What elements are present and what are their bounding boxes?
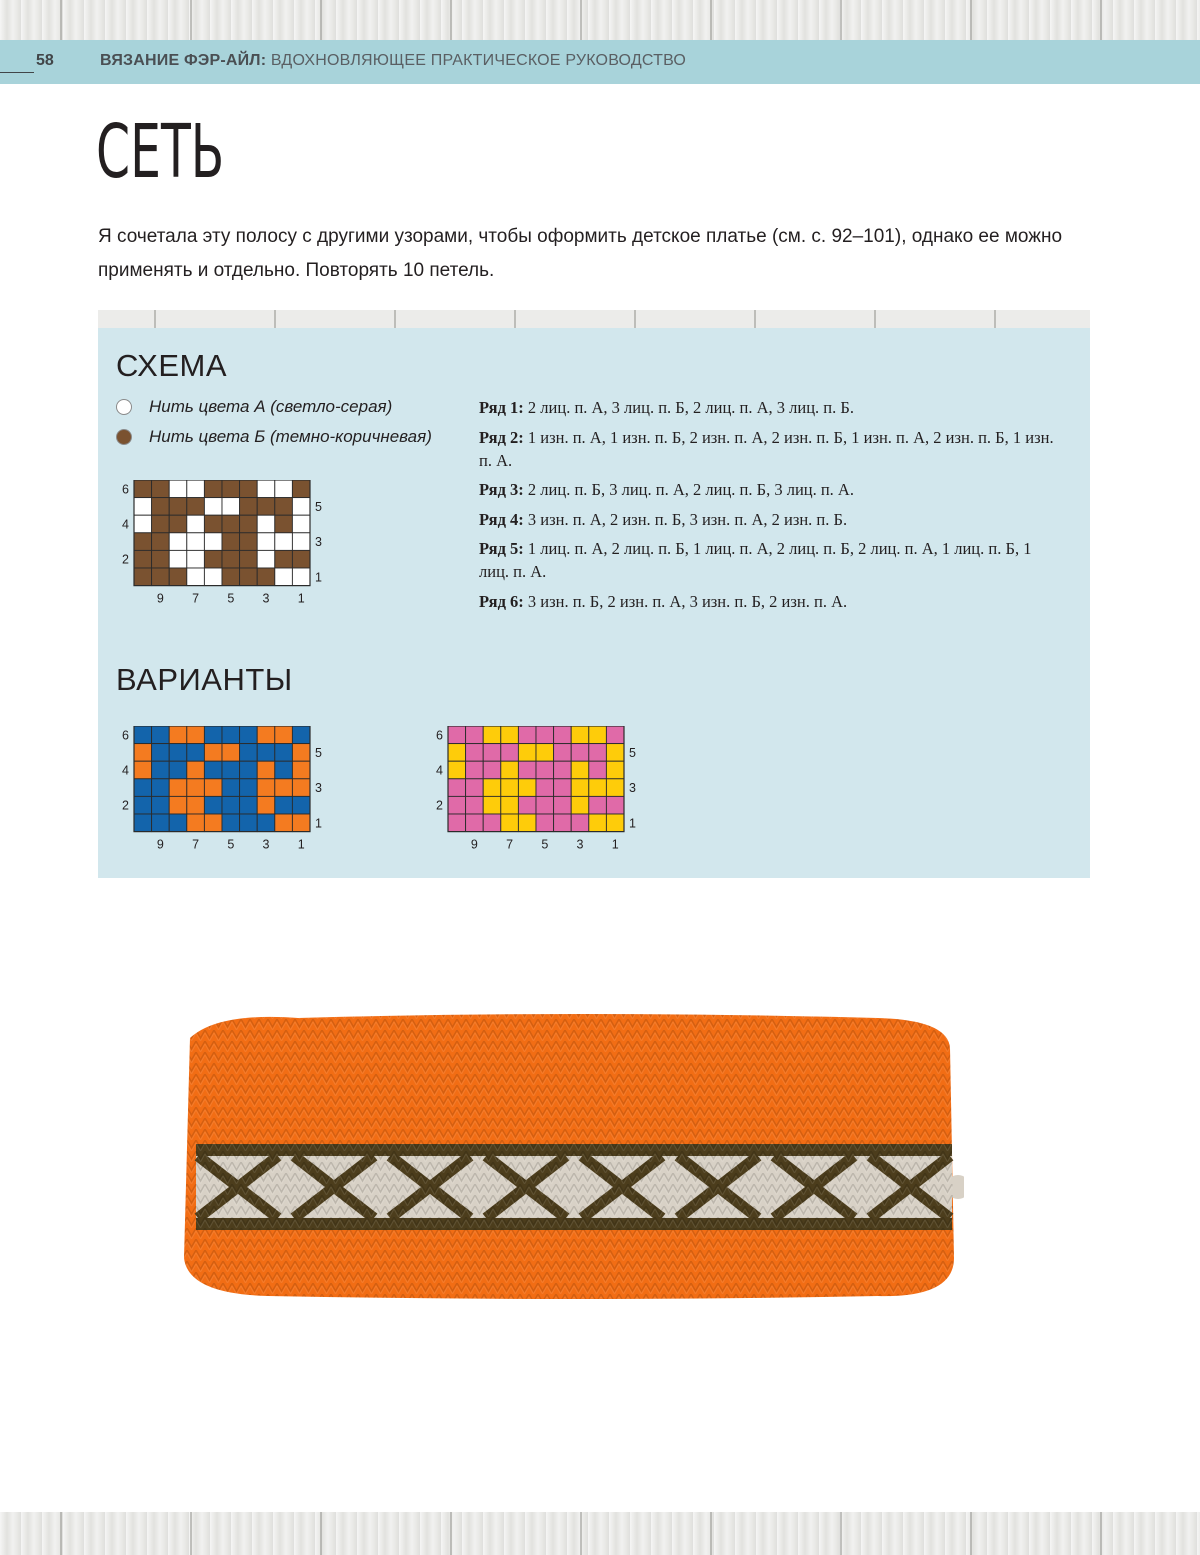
variant-2-cell-color-b [501, 744, 519, 762]
variant-2-cell-color-b [606, 796, 624, 814]
row-instruction [479, 537, 1059, 583]
main-chart-cell-color-a [134, 498, 152, 516]
main-chart-cell-color-a [222, 498, 240, 516]
variant-2-cell-color-a [589, 726, 607, 744]
page-number-rule [0, 72, 34, 73]
main-chart-cell-color-a [275, 480, 293, 498]
variant-1-cell-color-a [257, 726, 275, 744]
variant-2-cell-color-b [483, 761, 501, 779]
variant-1-cell-color-b [257, 744, 275, 762]
row-instruction-label: Ряд 1: [479, 398, 524, 417]
variant-1-cell-color-b [275, 761, 293, 779]
variant-2-cell-color-b [448, 779, 466, 797]
variant-2-cell-color-b [589, 761, 607, 779]
variant-2-row-label-left: 4 [436, 763, 443, 778]
variant-1-cell-color-b [240, 796, 258, 814]
swatch-knit-texture [184, 1014, 954, 1299]
main-chart-cell-color-a [187, 533, 205, 551]
variant-1-cell-color-b [134, 796, 152, 814]
variant-1-cell-color-b [204, 726, 222, 744]
variant-1-cell-color-b [169, 761, 187, 779]
row-instructions [479, 396, 1059, 619]
variant-2-cell-color-a [606, 761, 624, 779]
variant-2-cell-color-a [448, 744, 466, 762]
variant-2-cell-color-a [571, 726, 589, 744]
main-chart-cell-color-a [257, 550, 275, 568]
main-chart-cell-color-b [204, 515, 222, 533]
main-chart-cell-color-a [275, 533, 293, 551]
variant-1-row-label-right: 5 [315, 745, 322, 760]
row-instruction-text: 3 изн. п. А, 2 изн. п. Б, 3 изн. п. А, 2 изн. п. Б. [523, 509, 848, 529]
main-chart-cell-color-b [222, 533, 240, 551]
variant-2-cell-color-b [571, 744, 589, 762]
variant-1-cell-color-a [292, 779, 310, 797]
variant-1-cell-color-b [222, 779, 240, 797]
main-chart-cell-color-b [257, 498, 275, 516]
main-chart-cell-color-a [134, 515, 152, 533]
variant-2-cell-color-a [571, 761, 589, 779]
main-chart-cell-color-b [152, 568, 170, 586]
variant-2-cell-color-b [554, 814, 572, 832]
row-instruction-text: 2 лиц. п. Б, 3 лиц. п. А, 2 лиц. п. Б, 3 лиц. п. А. [523, 480, 854, 499]
variant-2-cell-color-b [518, 761, 536, 779]
main-chart-cell-color-b [240, 480, 258, 498]
knitting-chart-variant-yellow-pink [426, 726, 656, 856]
main-chart-cell-color-a [292, 568, 310, 586]
variant-1-cell-color-a [187, 761, 205, 779]
variant-2-cell-color-a [483, 796, 501, 814]
variant-2-stitch-label: 1 [611, 837, 619, 852]
variant-1-stitch-label: 5 [227, 837, 235, 852]
variant-1-cell-color-a [292, 814, 310, 832]
main-chart-row-label-left: 6 [122, 482, 129, 497]
variant-1-cell-color-b [152, 726, 170, 744]
main-chart-cell-color-a [292, 498, 310, 516]
variant-2-cell-color-a [501, 814, 519, 832]
variant-1-cell-color-b [152, 761, 170, 779]
variant-1-stitch-label: 1 [297, 837, 305, 852]
main-chart-cell-color-b [222, 550, 240, 568]
variant-1-cell-color-b [222, 761, 240, 779]
main-chart-cell-color-a [292, 515, 310, 533]
main-chart-cell-color-b [152, 480, 170, 498]
variant-2-cell-color-a [501, 726, 519, 744]
variant-2-cell-color-b [518, 796, 536, 814]
variant-2-stitch-label: 7 [506, 837, 514, 852]
row-instruction-text: 2 лиц. п. А, 3 лиц. п. Б, 2 лиц. п. А, 3 лиц. п. Б. [523, 398, 854, 417]
row-instruction-label: Ряд 2: [479, 427, 524, 447]
variant-2-cell-color-b [466, 779, 484, 797]
main-chart-cell-color-b [275, 550, 293, 568]
variant-1-cell-color-b [240, 761, 258, 779]
main-chart-cell-color-a [169, 550, 187, 568]
variant-2-cell-color-a [536, 744, 554, 762]
variant-1-cell-color-b [152, 779, 170, 797]
variant-2-cell-color-a [518, 744, 536, 762]
panel-wood-strip [98, 310, 1090, 328]
main-chart-cell-color-b [134, 550, 152, 568]
variant-1-cell-color-a [169, 796, 187, 814]
book-title-bold: ВЯЗАНИЕ ФЭР-АЙЛ: [100, 52, 267, 69]
variant-2-cell-color-b [571, 814, 589, 832]
variant-1-cell-color-a [292, 744, 310, 762]
variant-1-cell-color-b [134, 726, 152, 744]
variant-1-cell-color-b [292, 726, 310, 744]
variant-2-cell-color-b [536, 761, 554, 779]
variant-2-cell-color-b [536, 726, 554, 744]
variant-1-cell-color-b [222, 796, 240, 814]
page-title: СЕТЬ [96, 109, 225, 195]
variant-1-cell-color-b [169, 744, 187, 762]
variant-1-cell-color-b [275, 744, 293, 762]
main-chart-cell-color-a [257, 533, 275, 551]
variant-2-cell-color-a [589, 814, 607, 832]
variant-1-row-label-left: 2 [122, 798, 129, 813]
variant-2-cell-color-b [554, 761, 572, 779]
main-chart-cell-color-b [169, 568, 187, 586]
variant-2-cell-color-b [466, 761, 484, 779]
main-chart-cell-color-b [204, 480, 222, 498]
variant-2-cell-color-a [518, 814, 536, 832]
variants-heading: ВАРИАНТЫ [116, 662, 293, 697]
variant-1-cell-color-b [169, 814, 187, 832]
variant-1-cell-color-a [169, 779, 187, 797]
variant-1-cell-color-a [257, 761, 275, 779]
variant-1-cell-color-a [187, 726, 205, 744]
main-chart-cell-color-a [187, 515, 205, 533]
variant-1-cell-color-b [240, 744, 258, 762]
legend-item-color-b [116, 426, 432, 448]
variant-2-cell-color-a [589, 779, 607, 797]
main-chart-cell-color-b [222, 568, 240, 586]
row-instruction-text: 1 лиц. п. А, 2 лиц. п. Б, 1 лиц. п. А, 2 лиц. п. Б, 2 лиц. п. А, 1 лиц. п. Б, 1 лиц. п. А. [479, 539, 1032, 581]
main-chart-cell-color-b [240, 498, 258, 516]
variant-1-cell-color-b [152, 814, 170, 832]
legend-label-color-b: Нить цвета Б (темно-коричневая) [149, 427, 432, 446]
variant-1-cell-color-b [134, 814, 152, 832]
variant-1-cell-color-b [240, 814, 258, 832]
variant-1-cell-color-a [257, 796, 275, 814]
row-instruction-label: Ряд 4: [479, 509, 524, 529]
variant-1-row-label-left: 6 [122, 728, 129, 743]
main-chart-cell-color-a [187, 550, 205, 568]
variant-2-row-label-left: 2 [436, 798, 443, 813]
variant-2-cell-color-b [554, 796, 572, 814]
variant-2-row-label-right: 5 [629, 745, 636, 760]
row-instruction [479, 478, 1059, 501]
variant-2-cell-color-a [518, 779, 536, 797]
variant-2-cell-color-a [501, 761, 519, 779]
variant-1-cell-color-b [152, 796, 170, 814]
variant-2-cell-color-b [483, 814, 501, 832]
variant-1-cell-color-a [222, 744, 240, 762]
variant-2-cell-color-a [606, 744, 624, 762]
legend-dot-color-a [116, 399, 132, 415]
main-chart-cell-color-b [240, 568, 258, 586]
main-chart-cell-color-b [152, 515, 170, 533]
main-chart-cell-color-b [222, 515, 240, 533]
legend-item-color-a [116, 396, 392, 418]
main-chart-cell-color-a [187, 568, 205, 586]
chart-panel [98, 310, 1090, 878]
variant-2-cell-color-b [448, 814, 466, 832]
main-chart-cell-color-b [222, 480, 240, 498]
legend-dot-color-b [116, 429, 132, 445]
legend-label-color-a: Нить цвета А (светло-серая) [149, 397, 393, 416]
variant-2-cell-color-a [483, 779, 501, 797]
variant-1-cell-color-a [257, 779, 275, 797]
main-chart-cell-color-b [257, 568, 275, 586]
variant-2-cell-color-b [466, 744, 484, 762]
row-instruction [479, 426, 1059, 472]
variant-2-cell-color-b [448, 796, 466, 814]
wood-background-bottom [0, 1512, 1200, 1555]
main-chart-cell-color-a [275, 568, 293, 586]
row-instruction-label: Ряд 6: [479, 591, 524, 611]
main-chart-cell-color-b [152, 533, 170, 551]
variant-1-cell-color-a [187, 814, 205, 832]
variant-2-row-label-left: 6 [436, 728, 443, 743]
variant-2-cell-color-a [501, 779, 519, 797]
book-title-rest: ВДОХНОВЛЯЮЩЕЕ ПРАКТИЧЕСКОЕ РУКОВОДСТВО [266, 52, 687, 69]
knitted-swatch-photo [178, 1008, 964, 1304]
main-chart-cell-color-b [169, 498, 187, 516]
main-chart-cell-color-a [204, 498, 222, 516]
main-chart-cell-color-b [240, 550, 258, 568]
variant-1-cell-color-a [275, 814, 293, 832]
row-instruction [479, 590, 1059, 613]
running-head [100, 52, 686, 70]
main-chart-cell-color-b [134, 533, 152, 551]
variant-1-cell-color-a [187, 796, 205, 814]
main-chart-cell-color-b [152, 550, 170, 568]
variant-2-cell-color-b [589, 744, 607, 762]
main-chart-cell-color-b [152, 498, 170, 516]
variant-1-cell-color-a [275, 726, 293, 744]
main-chart-cell-color-b [292, 480, 310, 498]
variant-1-cell-color-a [204, 814, 222, 832]
variant-1-cell-color-b [187, 744, 205, 762]
scheme-heading: СХЕМА [116, 348, 227, 383]
variant-1-cell-color-b [292, 796, 310, 814]
main-chart-cell-color-a [257, 480, 275, 498]
variant-2-cell-color-b [536, 814, 554, 832]
variant-1-cell-color-b [222, 726, 240, 744]
variant-1-row-label-right: 1 [315, 816, 322, 831]
intro-paragraph: Я сочетала эту полосу с другими узорами, чтобы оформить детское платье (см. с. 92–101), однако ее можно применять и отдельно. Повторять 10 петель. [98, 226, 1063, 281]
main-chart-cell-color-b [134, 568, 152, 586]
main-chart-cell-color-b [275, 515, 293, 533]
row-instruction-text: 1 изн. п. А, 1 изн. п. Б, 2 изн. п. А, 2 изн. п. Б, 1 изн. п. А, 2 изн. п. Б, 1 изн. п. А. [479, 427, 1054, 470]
variant-1-cell-color-a [275, 779, 293, 797]
variant-1-cell-color-a [134, 761, 152, 779]
variant-2-cell-color-a [501, 796, 519, 814]
variant-2-cell-color-b [536, 779, 554, 797]
variant-2-cell-color-b [483, 744, 501, 762]
main-chart-cell-color-b [275, 498, 293, 516]
variant-2-stitch-label: 3 [576, 837, 584, 852]
main-chart-stitch-label: 3 [262, 591, 270, 606]
variant-2-row-label-right: 3 [629, 781, 636, 796]
variant-1-cell-color-b [152, 744, 170, 762]
variant-2-cell-color-b [466, 796, 484, 814]
row-instruction [479, 396, 1059, 419]
variant-1-cell-color-b [257, 814, 275, 832]
main-chart-cell-color-a [204, 533, 222, 551]
main-chart-cell-color-b [292, 550, 310, 568]
variant-1-cell-color-b [240, 726, 258, 744]
variant-1-cell-color-a [187, 779, 205, 797]
variant-2-cell-color-b [466, 814, 484, 832]
main-chart-row-label-right: 3 [315, 535, 322, 550]
variant-2-cell-color-a [483, 726, 501, 744]
main-chart-cell-color-b [240, 533, 258, 551]
variant-2-cell-color-b [448, 726, 466, 744]
variant-2-row-label-right: 1 [629, 816, 636, 831]
main-chart-cell-color-a [257, 515, 275, 533]
wood-background-top [0, 0, 1200, 40]
main-chart-row-label-left: 4 [122, 517, 129, 532]
variant-2-cell-color-a [571, 796, 589, 814]
main-chart-row-label-right: 5 [315, 499, 322, 514]
page-number: 58 [36, 52, 54, 69]
variant-2-cell-color-a [606, 814, 624, 832]
variant-1-stitch-label: 3 [262, 837, 270, 852]
knitting-chart-variant-orange-blue [112, 726, 342, 856]
variant-1-cell-color-a [169, 726, 187, 744]
variant-2-cell-color-b [589, 796, 607, 814]
main-chart-row-label-right: 1 [315, 570, 322, 585]
variant-2-cell-color-b [466, 726, 484, 744]
variant-2-cell-color-a [571, 779, 589, 797]
variant-2-cell-color-b [518, 726, 536, 744]
main-chart-cell-color-a [204, 568, 222, 586]
main-chart-stitch-label: 1 [297, 591, 305, 606]
variant-1-stitch-label: 9 [156, 837, 164, 852]
variant-1-cell-color-a [134, 744, 152, 762]
main-chart-stitch-label: 7 [192, 591, 200, 606]
variant-2-cell-color-b [536, 796, 554, 814]
variant-1-cell-color-b [240, 779, 258, 797]
knitting-chart-main [112, 480, 342, 610]
main-chart-cell-color-b [134, 480, 152, 498]
main-chart-cell-color-b [169, 515, 187, 533]
variant-1-row-label-left: 4 [122, 763, 129, 778]
main-chart-cell-color-a [292, 533, 310, 551]
variant-1-cell-color-b [275, 796, 293, 814]
variant-1-cell-color-b [204, 796, 222, 814]
variant-2-cell-color-b [554, 744, 572, 762]
variant-1-stitch-label: 7 [192, 837, 200, 852]
main-chart-cell-color-b [240, 515, 258, 533]
variant-2-cell-color-a [606, 779, 624, 797]
variant-2-cell-color-b [606, 726, 624, 744]
variant-1-row-label-right: 3 [315, 781, 322, 796]
main-chart-row-label-left: 2 [122, 552, 129, 567]
variant-1-cell-color-a [292, 761, 310, 779]
variant-1-cell-color-b [222, 814, 240, 832]
variant-2-stitch-label: 5 [541, 837, 549, 852]
variant-2-cell-color-a [448, 761, 466, 779]
main-chart-stitch-label: 9 [156, 591, 164, 606]
variant-1-cell-color-a [204, 744, 222, 762]
variant-1-cell-color-a [204, 779, 222, 797]
main-chart-cell-color-a [169, 480, 187, 498]
variant-2-stitch-label: 9 [470, 837, 478, 852]
row-instruction-label: Ряд 5: [479, 539, 524, 558]
variant-1-cell-color-b [134, 779, 152, 797]
main-chart-stitch-label: 5 [227, 591, 235, 606]
main-chart-cell-color-b [204, 550, 222, 568]
row-instruction [479, 508, 1059, 531]
row-instruction-text: 3 изн. п. Б, 2 изн. п. А, 3 изн. п. Б, 2 изн. п. А. [523, 591, 848, 611]
variant-2-cell-color-b [554, 726, 572, 744]
variant-1-cell-color-b [204, 761, 222, 779]
main-chart-cell-color-b [187, 498, 205, 516]
main-chart-cell-color-a [169, 533, 187, 551]
row-instruction-label: Ряд 3: [479, 480, 524, 499]
variant-2-cell-color-b [554, 779, 572, 797]
main-chart-cell-color-a [187, 480, 205, 498]
